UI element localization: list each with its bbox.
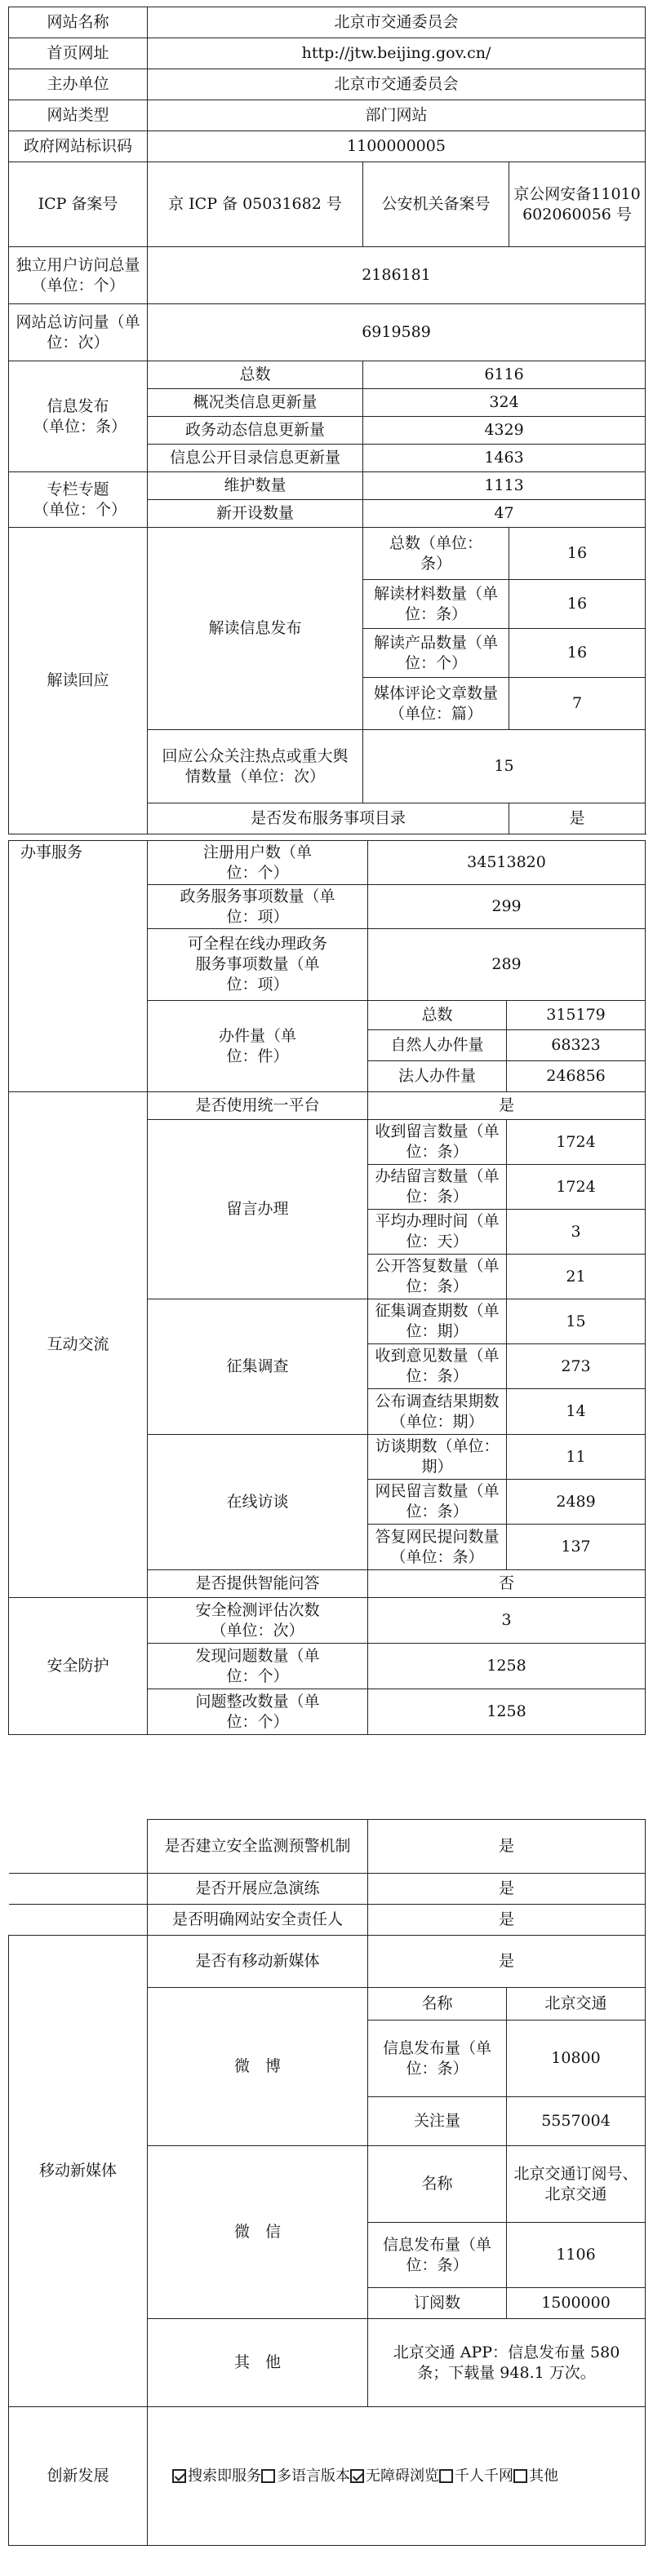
msg-avg-time-value: 3 (507, 1210, 646, 1255)
wechat-sub-label: 订阅数 (368, 2288, 507, 2319)
weibo-publish-value: 10800 (507, 2021, 646, 2097)
has-mobile-label: 是否有移动新媒体 (148, 1936, 368, 1988)
survey-result-label: 公布调查结果期数（单位：期） (368, 1389, 507, 1435)
wechat-publish-label: 信息发布量（单位：条） (368, 2223, 507, 2288)
interview-answer-label: 答复网民提问数量（单位：条） (368, 1525, 507, 1570)
interview-label: 在线访谈 (148, 1435, 368, 1570)
info-dynamic-label: 政务动态信息更新量 (148, 417, 363, 445)
handle-total-value: 315179 (507, 1001, 646, 1030)
site-name-label: 网站名称 (9, 7, 148, 38)
survey-opinion-label: 收到意见数量（单位：条） (368, 1344, 507, 1389)
wechat-name-label: 名称 (368, 2146, 507, 2223)
interp-response-label: 回应公众关注热点或重大舆情数量（单位：次） (148, 730, 363, 803)
wechat-name-value: 北京交通订阅号、北京交通 (507, 2146, 646, 2223)
interview-count-value: 11 (507, 1435, 646, 1480)
checkbox-checked-icon[interactable] (172, 2469, 186, 2483)
pv-label: 网站总访问量（单位：次） (9, 304, 148, 361)
handle-person-value: 68323 (507, 1030, 646, 1061)
police-value: 京公网安备11010602060056 号 (509, 162, 646, 247)
mobile-media-label: 移动新媒体 (9, 1936, 148, 2407)
wechat-publish-value: 1106 (507, 2223, 646, 2288)
option-search-service[interactable]: 搜索即服务 (172, 2468, 261, 2485)
info-total-value: 6116 (363, 361, 646, 389)
pv-value: 6919589 (148, 304, 646, 361)
innovation-options (148, 2407, 646, 2546)
column-topic-label: 专栏专题（单位：个） (9, 472, 148, 528)
wechat-sub-value: 1500000 (507, 2288, 646, 2319)
interpretation-label: 解读回应 (9, 528, 148, 834)
sec-eval-label: 安全检测评估次数（单位：次） (148, 1598, 368, 1644)
checkbox-empty-icon[interactable] (261, 2469, 275, 2483)
site-code-label: 政府网站标识码 (9, 131, 148, 162)
sec-fixed-value: 1258 (368, 1689, 646, 1735)
msg-done-label: 办结留言数量（单位：条） (368, 1165, 507, 1210)
handle-corp-label: 法人办件量 (368, 1061, 507, 1092)
site-type-label: 网站类型 (9, 100, 148, 131)
service-dir-label: 是否发布服务事项目录 (148, 803, 509, 834)
smart-qa-value: 否 (368, 1570, 646, 1598)
innovation-label: 创新发展 (9, 2407, 148, 2546)
msg-public-value: 21 (507, 1255, 646, 1299)
office-service-label: 办事服务 (9, 841, 148, 1092)
interp-total-value: 16 (509, 528, 646, 580)
sponsor-value: 北京市交通委员会 (148, 69, 646, 100)
responsible-value: 是 (368, 1905, 646, 1936)
online-items-label: 可全程在线办理政务服务事项数量（单位：项） (148, 929, 368, 1001)
unified-platform-label: 是否使用统一平台 (148, 1092, 368, 1120)
unified-platform-value: 是 (368, 1092, 646, 1120)
survey-label: 征集调查 (148, 1299, 368, 1435)
column-maint-value: 1113 (363, 472, 646, 500)
weibo-follow-label: 关注量 (368, 2097, 507, 2146)
site-name-value: 北京市交通委员会 (148, 7, 646, 38)
interp-total-label: 总数（单位：条） (363, 528, 509, 580)
survey-opinion-value: 273 (507, 1344, 646, 1389)
survey-count-value: 15 (507, 1299, 646, 1344)
option-other[interactable]: 其他 (513, 2468, 558, 2485)
police-label: 公安机关备案号 (363, 162, 509, 247)
interp-publish-label: 解读信息发布 (148, 528, 363, 730)
info-total-label: 总数 (148, 361, 363, 389)
interp-response-value: 15 (363, 730, 646, 803)
interp-media-value: 7 (509, 678, 646, 730)
option-personalized[interactable]: 千人千网 (439, 2468, 513, 2485)
drill-value: 是 (368, 1874, 646, 1905)
mobile-media-table (8, 1819, 646, 2546)
msg-received-label: 收到留言数量（单位：条） (368, 1120, 507, 1165)
other-label: 其 他 (148, 2319, 368, 2407)
monitor-label: 是否建立安全监测预警机制 (148, 1820, 368, 1874)
weibo-name-value: 北京交通 (507, 1988, 646, 2021)
has-mobile-value: 是 (368, 1936, 646, 1988)
interview-count-label: 访谈期数（单位：期） (368, 1435, 507, 1480)
site-type-value: 部门网站 (148, 100, 646, 131)
smart-qa-label: 是否提供智能问答 (148, 1570, 368, 1598)
weibo-follow-value: 5557004 (507, 2097, 646, 2146)
online-items-value: 289 (368, 929, 646, 1001)
info-overview-label: 概况类信息更新量 (148, 389, 363, 417)
interp-material-label: 解读材料数量（单位：条） (363, 580, 509, 629)
handle-corp-value: 246856 (507, 1061, 646, 1092)
sec-found-value: 1258 (368, 1644, 646, 1689)
checkbox-empty-icon[interactable] (439, 2469, 453, 2483)
column-new-value: 47 (363, 500, 646, 528)
reg-users-value: 34513820 (368, 841, 646, 885)
sec-eval-value: 3 (368, 1598, 646, 1644)
responsible-label: 是否明确网站安全责任人 (148, 1905, 368, 1936)
column-new-label: 新开设数量 (148, 500, 363, 528)
interp-product-value: 16 (509, 629, 646, 678)
interp-material-value: 16 (509, 580, 646, 629)
handle-count-label: 办件量（单位：件） (148, 1001, 368, 1092)
service-dir-value: 是 (509, 803, 646, 834)
home-url-value[interactable]: http://jtw.beijing.gov.cn/ (148, 38, 646, 69)
msg-avg-time-label: 平均办理时间（单位：天） (368, 1210, 507, 1255)
uv-label: 独立用户访问总量（单位：个） (9, 247, 148, 304)
sec-found-label: 发现问题数量（单位：个） (148, 1644, 368, 1689)
interaction-label: 互动交流 (9, 1092, 148, 1598)
monitor-value: 是 (368, 1820, 646, 1874)
icp-value: 京 ICP 备 05031682 号 (148, 162, 363, 247)
msg-public-label: 公开答复数量（单位：条） (368, 1255, 507, 1299)
icp-label: ICP 备案号 (9, 162, 148, 247)
drill-label: 是否开展应急演练 (148, 1874, 368, 1905)
option-multilingual[interactable]: 多语言版本 (261, 2468, 350, 2485)
service-items-label: 政务服务事项数量（单位：项） (148, 885, 368, 929)
reg-users-label: 注册用户数（单位：个） (148, 841, 368, 885)
message-handling-label: 留言办理 (148, 1120, 368, 1299)
handle-total-label: 总数 (368, 1001, 507, 1030)
survey-result-value: 14 (507, 1389, 646, 1435)
checkbox-empty-icon[interactable] (513, 2469, 527, 2483)
interp-product-label: 解读产品数量（单位：个） (363, 629, 509, 678)
site-info-table (8, 7, 646, 834)
interp-media-label: 媒体评论文章数量（单位：篇） (363, 678, 509, 730)
sec-fixed-label: 问题整改数量（单位：个） (148, 1689, 368, 1735)
weibo-label: 微 博 (148, 1988, 368, 2146)
service-interaction-table (8, 840, 646, 1735)
interview-msg-label: 网民留言数量（单位：条） (368, 1480, 507, 1525)
interview-answer-value: 137 (507, 1525, 646, 1570)
home-url-label: 首页网址 (9, 38, 148, 69)
survey-count-label: 征集调查期数（单位：期） (368, 1299, 507, 1344)
msg-done-value: 1724 (507, 1165, 646, 1210)
info-open-label: 信息公开目录信息更新量 (148, 445, 363, 472)
weibo-name-label: 名称 (368, 1988, 507, 2021)
checkbox-checked-icon[interactable] (350, 2469, 364, 2483)
info-overview-value: 324 (363, 389, 646, 417)
column-maint-label: 维护数量 (148, 472, 363, 500)
interview-msg-value: 2489 (507, 1480, 646, 1525)
wechat-label: 微 信 (148, 2146, 368, 2319)
site-code-value: 1100000005 (148, 131, 646, 162)
info-open-value: 1463 (363, 445, 646, 472)
uv-value: 2186181 (148, 247, 646, 304)
info-dynamic-value: 4329 (363, 417, 646, 445)
weibo-publish-label: 信息发布量（单位：条） (368, 2021, 507, 2097)
option-accessible[interactable]: 无障碍浏览 (350, 2468, 439, 2485)
handle-person-label: 自然人办件量 (368, 1030, 507, 1061)
info-publish-label: 信息发布（单位：条） (9, 361, 148, 472)
security-label: 安全防护 (9, 1598, 148, 1735)
sponsor-label: 主办单位 (9, 69, 148, 100)
service-items-value: 299 (368, 885, 646, 929)
msg-received-value: 1724 (507, 1120, 646, 1165)
other-value: 北京交通 APP：信息发布量 580 条；下载量 948.1 万次。 (368, 2319, 646, 2407)
